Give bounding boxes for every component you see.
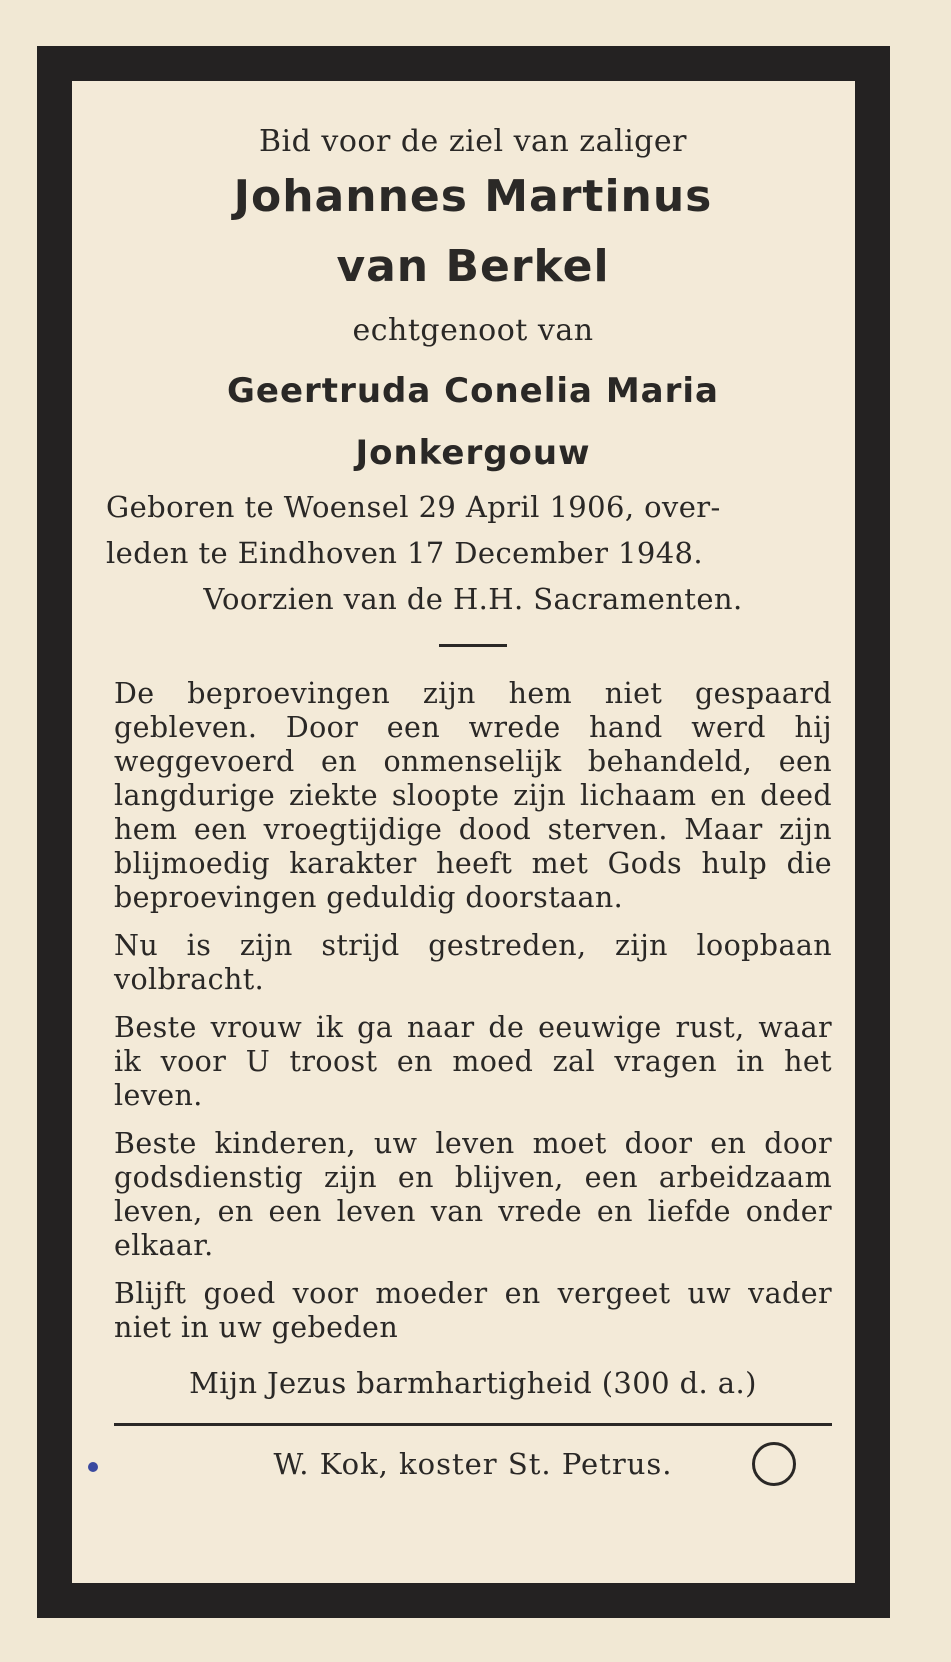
spouse-name-line-2: Jonkergouw <box>355 433 591 473</box>
death-line: leden te Eindhoven 17 December 1948. <box>106 536 704 570</box>
footer-rule <box>114 1423 832 1426</box>
card-content <box>106 122 832 1484</box>
spouse-name-line-1: Geertruda Conelia Maria <box>227 371 719 411</box>
birth-line: Geboren te Woensel 29 April 1906, over- <box>106 490 721 524</box>
spouse-label: echtgenoot van <box>352 313 594 348</box>
paragraph-children: Beste kinderen, uw leven moet door en door godsdienstig zijn en blijven, een arbeidzaam leven, en een leven van vrede en liefde onder elkaar. <box>114 1127 832 1262</box>
deceased-name-line-2: van Berkel <box>336 241 610 292</box>
stamp-circle-mark <box>752 1442 796 1486</box>
deceased-name-line-1: Johannes Martinus <box>233 171 713 222</box>
paragraph-struggle: Nu is zijn strijd gestreden, zijn loopbaan volbracht. <box>114 929 832 996</box>
sacraments-line: Voorzien van de H.H. Sacramenten. <box>203 582 743 616</box>
intro-line: Bid voor de ziel van zaliger <box>259 124 687 159</box>
paragraph-trials: De beproevingen zijn hem niet gespaard gebleven. Door een wrede hand werd hij weggevoerd en onmenselijk behandeld, een langdurige ziekte sloopte zijn lichaam en deed hem een vroegtijdige dood sterven. Maar zijn blijmoedig karakter heeft met Gods hulp die beproevingen geduldig doorstaan. <box>114 677 832 914</box>
paragraph-mother: Blijft goed voor moeder en vergeet uw vader niet in uw gebeden <box>114 1277 832 1344</box>
ink-dot-mark <box>88 1462 98 1472</box>
short-divider <box>439 644 507 647</box>
paragraph-wife: Beste vrouw ik ga naar de eeuwige rust, waar ik voor U troost en moed zal vragen in het leven. <box>114 1011 832 1112</box>
indulgence-prayer: Mijn Jezus barmhartigheid (300 d. a.) <box>189 1366 757 1400</box>
printer-credit: W. Kok, koster St. Petrus. <box>273 1447 673 1481</box>
